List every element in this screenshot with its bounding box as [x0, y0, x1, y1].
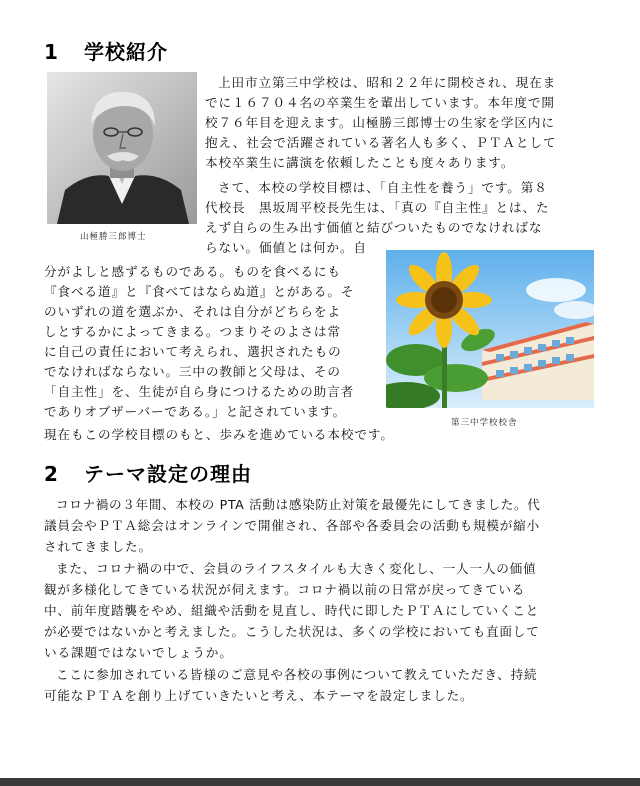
section-2-line: いる課題ではないでしょうか。	[44, 645, 233, 660]
section-1-line: 本校卒業生に講演を依頼したことも度々あります。	[205, 155, 515, 170]
section-2-title: テーマ設定の理由	[84, 462, 252, 486]
section-1-line: さて、本校の学校目標は、「自主性を養う」です。第８	[218, 180, 548, 195]
section-1-line: のいずれの道を選ぶか、それは自分がどちらをよ	[44, 304, 341, 319]
section-2-line: コロナ禍の３年間、本校の PTA 活動は感染防止対策を最優先にしてきました。代	[56, 497, 541, 512]
section-1-line: 上田市立第三中学校は、昭和２２年に開校され、現在ま	[218, 75, 557, 90]
section-1-line: しとするかによってきまる。つまりそのよさは常	[44, 324, 341, 339]
section-2-line: が必要ではないかと考えました。こうした状況は、多くの学校においても直面して	[44, 624, 540, 639]
section-2-heading	[44, 458, 252, 487]
section-1-line: 分がよしと感ずるものである。ものを食べるにも	[44, 264, 341, 279]
section-1-line: 現在もこの学校目標のもと、歩みを進めている本校です。	[44, 427, 394, 442]
portrait-photo	[47, 72, 197, 224]
section-1-line: 抱え、社会で活躍されている著名人も多く、ＰＴＡとして	[205, 135, 557, 150]
section-1-line: に自己の責任において考えられ、選択されたもの	[44, 344, 342, 359]
page-bottom-border	[0, 778, 640, 786]
section-2-line: されてきました。	[44, 539, 152, 554]
school-photo	[386, 250, 594, 408]
portrait-caption: 山極勝三郎博士	[80, 232, 147, 242]
section-1-line: 代校長 黒坂周平校長先生は、「真の『自主性』とは、た	[205, 200, 550, 215]
section-2-line: 中、前年度踏襲をやめ、組織や活動を見直し、時代に即したＰＴＡにしていくこと	[44, 603, 540, 618]
section-2-line: 可能なＰＴＡを創り上げていきたいと考え、本テーマを設定しました。	[44, 688, 474, 703]
section-1-number: 1	[44, 40, 59, 64]
section-1-line: 『食べる道』と『食べてはならぬ道』とがある。そ	[44, 284, 355, 299]
school-caption: 第三中学校校舎	[451, 418, 518, 428]
section-1-line: 校７６年目を迎えます。山極勝三郎博士の生家を学区内に	[205, 115, 555, 130]
section-1-title: 学校紹介	[84, 40, 168, 64]
section-1-heading	[44, 36, 168, 65]
section-1-line: でなければならない。三中の教師と父母は、その	[44, 364, 341, 379]
portrait-drawing	[47, 72, 197, 224]
section-2-line: 観が多様化してきている状況が伺えます。コロナ禍以前の日常が戻ってきている	[44, 582, 526, 597]
section-2-line: また、コロナ禍の中で、会員のライフスタイルも大きく変化し、一人一人の価値	[56, 561, 537, 576]
section-1-line: 「自主性」を、生徒が自ら身につけるための助言者	[44, 384, 355, 399]
section-1-line: えず自らの生み出す価値と結びついたものでなければな	[205, 220, 543, 235]
section-1-line: でに１６７０４名の卒業生を輩出しています。本年度で開	[205, 95, 555, 110]
section-2-number: 2	[44, 462, 59, 486]
section-2-line: ここに参加されている皆様のご意見や各校の事例について教えていただき、持続	[56, 667, 538, 682]
section-1-line: でありオブザーバーである。」と記されています。	[44, 404, 347, 419]
section-1-line: らない。価値とは何か。自	[205, 240, 367, 255]
section-2-line: 議員会やＰＴＡ総会はオンラインで開催され、各部や各委員会の活動も規模が縮小	[44, 518, 540, 533]
school-drawing	[386, 250, 594, 408]
